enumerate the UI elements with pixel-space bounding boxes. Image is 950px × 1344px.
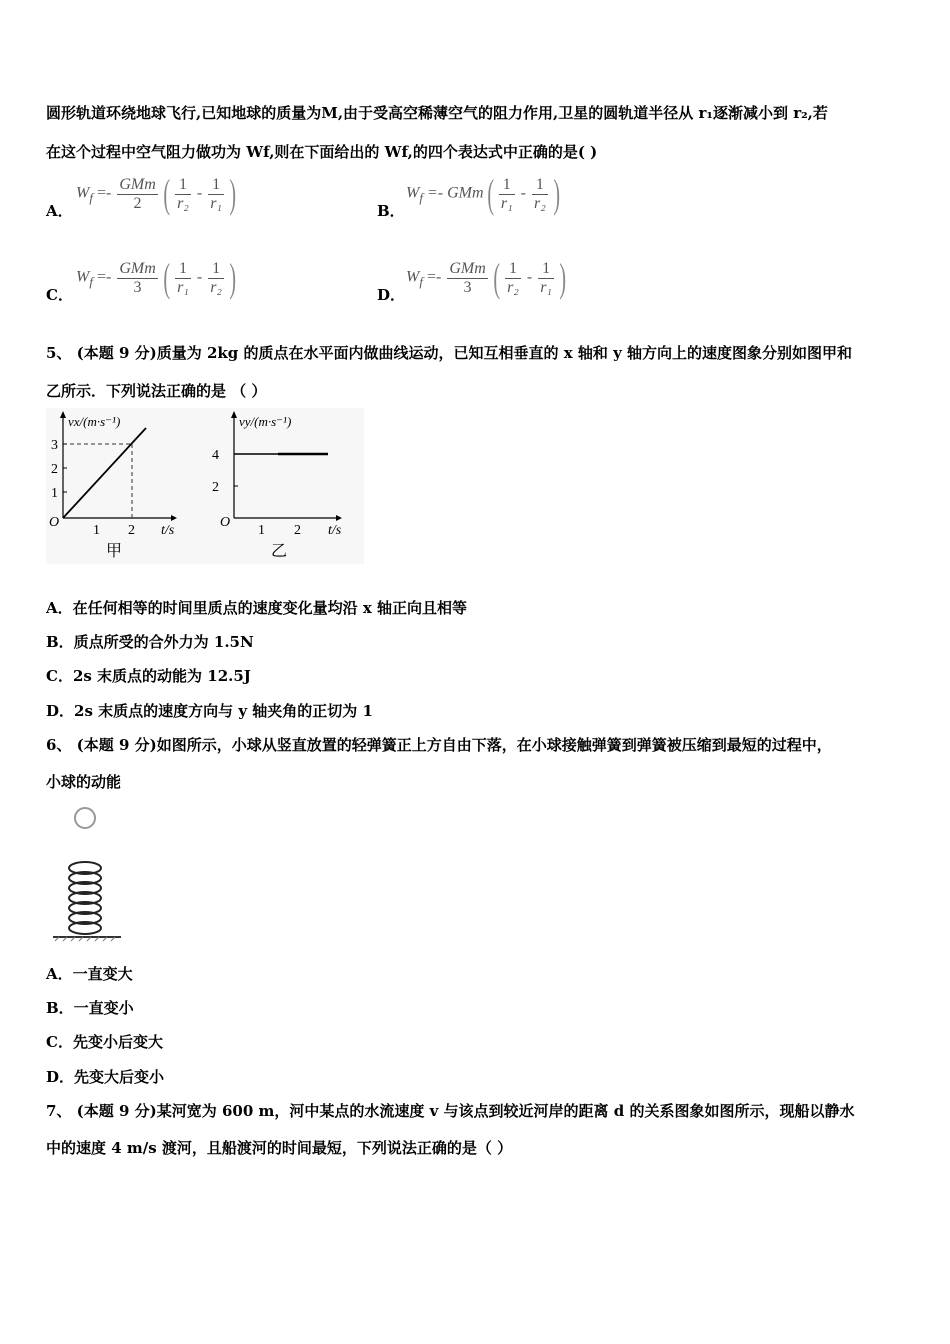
q4-option-c-formula: $W_f$ =- $\frac{\text{GMm}}{3}$ ( $\frac{1}{\text{r₁}}$ - $\frac{1}{\text{r₂}}$ ) <box>76 255 236 300</box>
q6-option-b: B．一直变小 <box>46 999 134 1017</box>
graph-b-xtick-2: 2 <box>294 523 301 538</box>
q4-option-a-formula: $W_f$ =- $\frac{\text{GMm}}{2}$ ( $\frac{1}{\text{r₂}}$ - $\frac{1}{\text{r₁}}$ ) <box>76 171 236 216</box>
graph-a-ytick-3: 3 <box>51 438 58 453</box>
ball <box>75 808 95 828</box>
graph-a-xtick-2: 2 <box>128 523 135 538</box>
q5-option-b: B．质点所受的合外力为 1.5N <box>46 633 254 651</box>
q4-option-c-label: C． <box>46 286 73 304</box>
q4-option-a-label: A． <box>46 202 73 220</box>
q5-option-d: D．2s 末质点的速度方向与 y 轴夹角的正切为 1 <box>46 702 373 720</box>
q5-text-line1: 5、 (本题 9 分)质量为 2kg 的质点在水平面内做曲线运动，已知互相垂直的 x 轴和 y 轴方向上的速度图象分别如图甲和 <box>46 344 853 362</box>
graph-a-xlabel: t/s <box>161 523 175 538</box>
q6-text-line2: 小球的动能 <box>46 773 122 791</box>
q5-text-line2: 乙所示．下列说法正确的是 （ ） <box>46 382 267 400</box>
q6-text-line1: 6、 (本题 9 分)如图所示，小球从竖直放置的轻弹簧正上方自由下落，在小球接触弹簧到弹簧被压缩到最短的过程中， <box>46 736 832 754</box>
q5-option-c: C．2s 末质点的动能为 12.5J <box>46 667 251 685</box>
graph-b-caption: 乙 <box>271 543 288 560</box>
q4-text-line1: 圆形轨道环绕地球飞行,已知地球的质量为M,由于受高空稀薄空气的阻力作用,卫星的圆轨道半径从 r₁逐渐减小到 r₂,若 <box>46 104 828 122</box>
graph-b-xlabel: t/s <box>328 523 342 538</box>
spring-coils <box>69 862 101 934</box>
q4-option-d-label: D． <box>377 286 406 304</box>
q6-option-c: C．先变小后变大 <box>46 1033 163 1051</box>
q4-option-b-label: B． <box>377 202 405 220</box>
graph-b-origin: O <box>220 515 231 530</box>
q5-velocity-graphs <box>46 408 364 564</box>
graph-a-ylabel: vx/(m·s⁻¹) <box>68 414 121 429</box>
graph-a-ytick-1: 1 <box>51 486 58 501</box>
graph-b-ytick-2: 2 <box>212 480 219 495</box>
q4-text-line2: 在这个过程中空气阻力做功为 Wf,则在下面给出的 Wf,的四个表达式中正确的是( ) <box>46 143 598 161</box>
graph-b-ytick-4: 4 <box>212 448 219 463</box>
q7-text-line1: 7、 (本题 9 分)某河宽为 600 m，河中某点的水流速度 v 与该点到较近河岸的距离 d 的关系图象如图所示，现船以静水 <box>46 1102 855 1120</box>
graph-a-caption: 甲 <box>106 543 123 560</box>
q6-option-d: D．先变大后变小 <box>46 1068 165 1086</box>
graph-a-ytick-2: 2 <box>51 462 58 477</box>
q4-option-b-formula: $W_f =- GMm$( $\frac{1}{\text{r₁}}$ - $\frac{1}{\text{r₂}}$ ) <box>406 171 560 216</box>
graph-a-xtick-1: 1 <box>93 523 100 538</box>
q4-option-d-formula: $W_f$ =- $\frac{\text{GMm}}{3}$ ( $\frac{1}{\text{r₂}}$ - $\frac{1}{\text{r₁}}$ ) <box>406 255 566 300</box>
graph-b-xtick-1: 1 <box>258 523 265 538</box>
q6-option-a: A．一直变大 <box>46 965 133 983</box>
graph-b-ylabel: vy/(m·s⁻¹) <box>239 414 292 429</box>
q6-spring-ball-figure <box>50 804 124 944</box>
q5-option-a: A．在任何相等的时间里质点的速度变化量均沿 x 轴正向且相等 <box>46 599 468 617</box>
q7-text-line2: 中的速度 4 m/s 渡河，且船渡河的时间最短，下列说法正确的是（ ） <box>46 1139 513 1157</box>
graph-a-origin: O <box>49 515 60 530</box>
